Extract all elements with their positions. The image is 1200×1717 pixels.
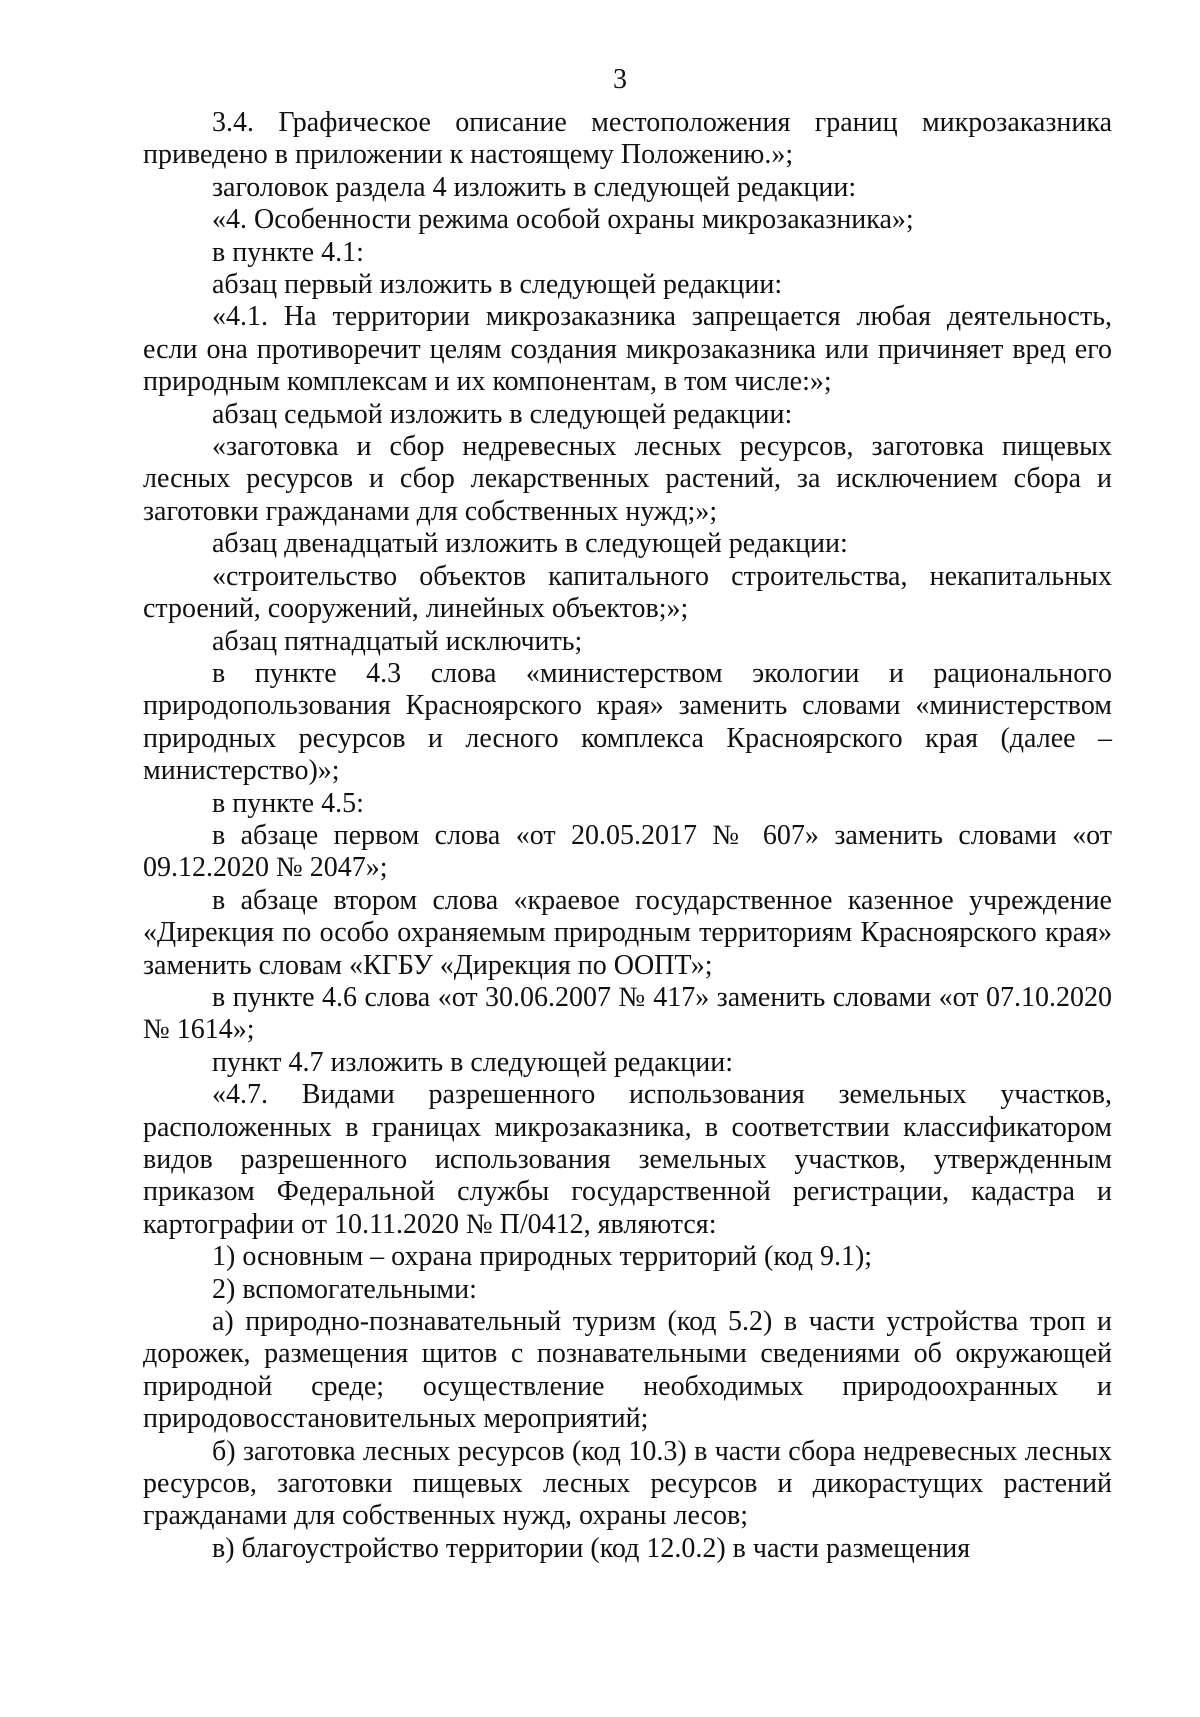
paragraph-item-4-6: в пункте 4.6 слова «от 30.06.2007 № 417» заменить словами «от 07.10.2020 № 1614»; [143,981,1112,1046]
paragraph-item-4-1: «4.1. На территории микрозаказника запрещается любая деятельность, если она противоречит целям создания микрозаказника или причиняет вред его природным комплексам и их компонентам, в том числе:»; [143,301,1112,398]
paragraph-fifteenth-abzac: абзац пятнадцатый исключить; [212,625,583,657]
paragraph-item-4-5-first: в абзаце первом слова «от 20.05.2017 № 607» заменить словами «от 09.12.2020 № 2047»; [143,819,1112,884]
paragraph-item-4-7-2-v: в) благоустройство территории (код 12.0.2) в части размещения [212,1532,971,1564]
page-number: 3 [613,64,627,95]
paragraph-seventh-abzac: «заготовка и сбор недревесных лесных ресурсов, заготовка пищевых лесных ресурсов и сбор лекарственных растений, за исключением сбора и заготовки гражданами для собственных нужд;»; [143,431,1112,527]
document-body [143,107,1112,1565]
paragraph-section-4-heading-intro: заголовок раздела 4 изложить в следующей редакции: [212,171,857,203]
paragraph-twelfth-abzac: «строительство объектов капитального строительства, некапитальных строений, сооружений, линейных объектов;»; [143,560,1112,625]
paragraph-seventh-abzac-intro: абзац седьмой изложить в следующей редакции: [212,398,793,430]
paragraph-item-4-3: в пункте 4.3 слова «министерством экологии и рационального природопользования Красноярского края» заменить словами «министерством природных ресурсов и лесного комплекса Красноярского края (далее – министерство)»; [143,657,1112,787]
paragraph-item-4-5-second: в абзаце втором слова «краевое государственное казенное учреждение «Дирекция по особо охраняемым природным территориям Красноярского края» заменить словам «КГБУ «Дирекция по ООПТ»; [143,884,1112,981]
paragraph-item-4-7: «4.7. Видами разрешенного использования земельных участков, расположенных в границах микрозаказника, в соответствии классификатором видов разрешенного использования земельных участков, утвержденным приказом Федеральной службы государственной регистрации, кадастра и картографии от 10.11.2020 № П/0412, являются: [143,1079,1112,1240]
paragraph-item-4-7-2-a: а) природно-познавательный туризм (код 5.2) в части устройства троп и дорожек, размещения щитов с познавательными сведениями об окружающей природной среде; осуществление необходимых природоохранных и природовосстановительных мероприятий; [143,1306,1112,1435]
paragraph-section-4-heading: «4. Особенности режима особой охраны микрозаказника»; [212,204,914,236]
paragraph-item-4-7-2: 2) вспомогательными: [212,1273,477,1305]
paragraph-item-4-7-2-b: б) заготовка лесных ресурсов (код 10.3) в части сбора недревесных лесных ресурсов, заготовки пищевых лесных ресурсов и дикорастущих растений гражданами для собственных нужд, охраны лесов; [143,1435,1112,1532]
paragraph-twelfth-abzac-intro: абзац двенадцатый изложить в следующей редакции: [212,528,848,560]
paragraph-item-4-5-intro: в пункте 4.5: [212,787,364,819]
paragraph-item-4-7-1: 1) основным – охрана природных территорий (код 9.1); [212,1241,873,1273]
paragraph-3-4: 3.4. Графическое описание местоположения границ микрозаказника приведено в приложении к настоящему Положению.»; [143,107,1112,171]
paragraph-first-abzac-intro: абзац первый изложить в следующей редакции: [212,269,783,301]
paragraph-item-4-1-intro: в пункте 4.1: [212,236,364,268]
paragraph-item-4-7-intro: пункт 4.7 изложить в следующей редакции: [212,1046,733,1078]
